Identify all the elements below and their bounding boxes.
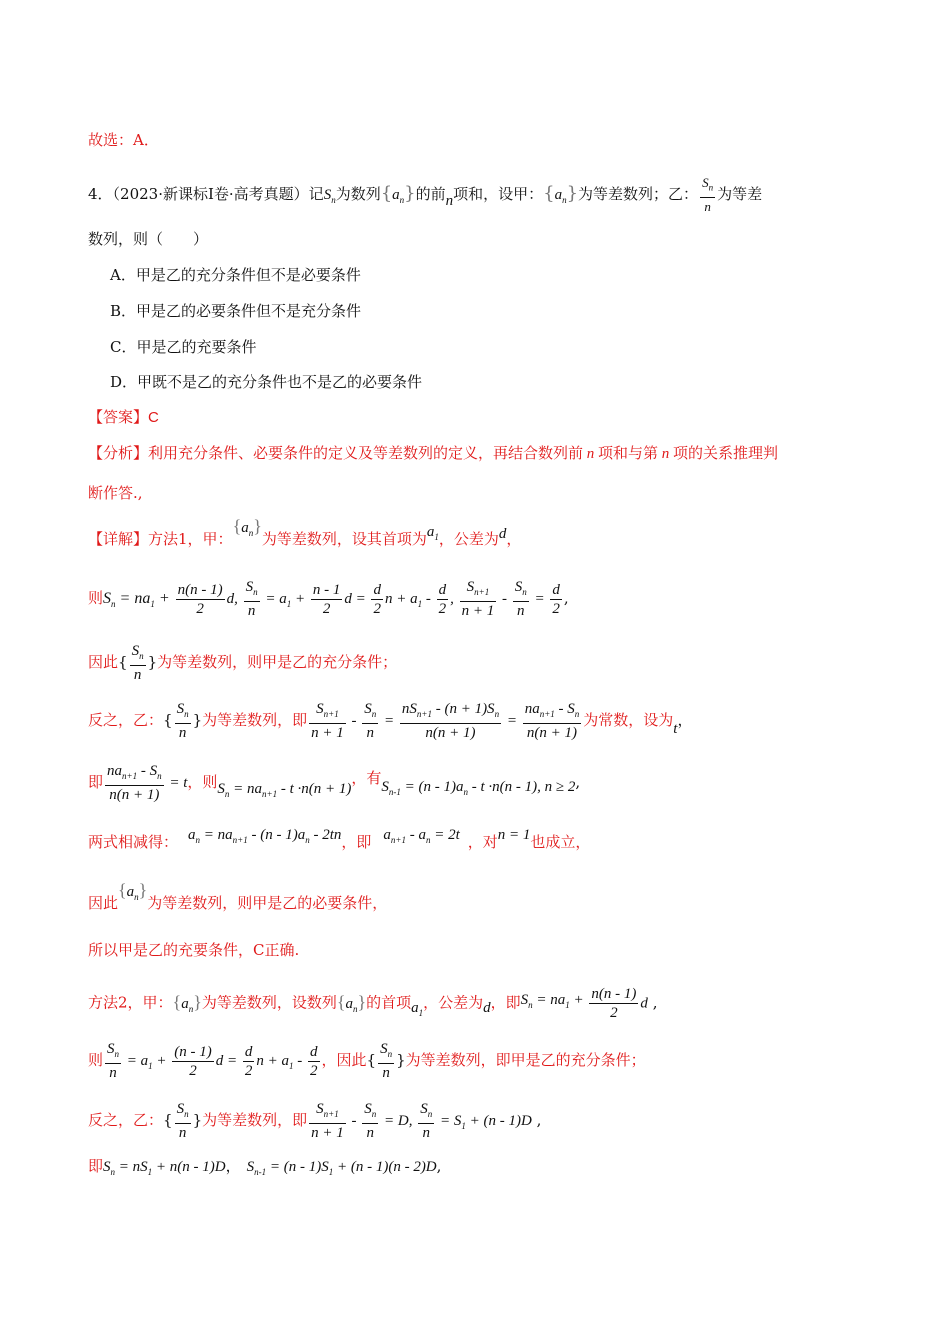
method-2-line-2: 则 $\frac{S_n}{n}$ = $a_1$ + $\frac{(n - 1)}{2}$ d = $\frac{d}{2}$ $n + a_1$ - $\frac{d}{2}$ ，因此{ $\frac{S_n}{n}$ }为等差数列，即甲是乙的充分条件； — [88, 1041, 646, 1081]
subtraction-line: 两式相减得： $a_n = na_{n+1} - (n - 1)a_n - 2tn$，即 $a_{n+1} - a_n = 2t$ ，对n = 1也成立， — [88, 827, 591, 851]
option-b: B．甲是乙的必要条件但不是充分条件 — [110, 302, 362, 320]
option-c: C．甲是乙的充要条件 — [110, 338, 257, 356]
question-4-line-1: 4．（2023·新课标Ⅰ卷·高考真题）记$S_n$为数列$\{a_n\}$的前n项和，设甲：$\{a_n\}$为等差数列；乙： $\frac{S_n}{n}$ 为等差 — [88, 175, 763, 214]
option-d: D．甲既不是乙的充分条件也不是乙的必要条件 — [110, 373, 423, 391]
method-2-line-3: 反之，乙：{ $\frac{S_n}{n}$ }为等差数列，即 $\frac{S_{n+1}}{n + 1}$ - $\frac{S_n}{n}$ = D, $\frac{S_n}{n}$ = $S_1 + (n - 1)D$ , — [88, 1101, 542, 1141]
formula-line-1: 则$S_n = na_1$ + $\frac{n(n - 1)}{2}$ d, $\frac{S_n}{n}$ = $a_1$ + $\frac{n - 1}{2}$ d = $\frac{d}{2}$ $n + a_1$ - $\frac{d}{2}$ , $\frac{S_{n+1}}{n + 1}$ - $\frac{S_n}{n}$ = $\frac{d}{2}$ , — [88, 579, 569, 619]
answer-line — [88, 405, 159, 430]
analysis-line-1: 【分析】利用充分条件、必要条件的定义及等差数列的定义，再结合数列前 n 项和与第 n 项的关系推理判 — [88, 444, 779, 462]
method-2-line-4: 即$S_n = nS_1 + n(n - 1)D$， $S_{n-1} = (n - 1)S_1 + (n - 1)(n - 2)D$, — [88, 1157, 442, 1177]
derivation-line-1: 即 $\frac{na_{n+1} - S_n}{n(n + 1)}$ = t，则$S_n = na_{n+1} - t \cdot n(n + 1)$，有$S_{n-1} = (n - 1)a_n - t \cdot n(n - 1)$, n ≥ 2, — [88, 763, 581, 803]
question-4-line-2: 数列，则（ ） — [88, 230, 209, 248]
option-a: A．甲是乙的充分条件但不是必要条件 — [110, 266, 361, 284]
question-source: （2023·新课标Ⅰ卷·高考真题）记 — [112, 184, 324, 203]
question-number: 4． — [88, 184, 113, 203]
inference-line-2: 因此$\{a_n\}$为等差数列，则甲是乙的必要条件， — [88, 880, 388, 912]
analysis-line-2: 断作答., — [88, 484, 143, 502]
method-2-line-1: 方法2，甲：$\{a_n\}$为等差数列，设数列$\{a_n\}$的首项$a_1$，公差为d，即$S_n = na_1$ + $\frac{n(n - 1)}{2}$ d , — [88, 986, 658, 1021]
inference-line-1: 因此{ $\frac{S_n}{n}$ }为等差数列，则甲是乙的充分条件； — [88, 643, 398, 683]
answer-tag: 【答案】 — [88, 408, 149, 426]
detail-line-1: 【详解】方法1，甲：$\{a_n\}$为等差数列，设其首项为$a_1$，公差为d， — [88, 516, 522, 548]
conclusion-line: 所以甲是乙的充要条件，C正确. — [88, 941, 300, 959]
converse-line-1: 反之，乙：{ $\frac{S_n}{n}$ }为等差数列，即 $\frac{S_{n+1}}{n + 1}$ - $\frac{S_n}{n}$ = $\frac{nS_{n+1} - (n + 1)S_n}{n(n + 1)}$ = $\frac{na_{n+1} - S_n}{n(n + 1)}$ 为常数，设为t， — [88, 701, 693, 741]
detail-tag: 【详解】 — [88, 530, 149, 548]
prev-answer-line: 故选：A． — [88, 131, 159, 149]
analysis-tag: 【分析】 — [88, 444, 149, 462]
answer-value: C — [148, 409, 159, 426]
